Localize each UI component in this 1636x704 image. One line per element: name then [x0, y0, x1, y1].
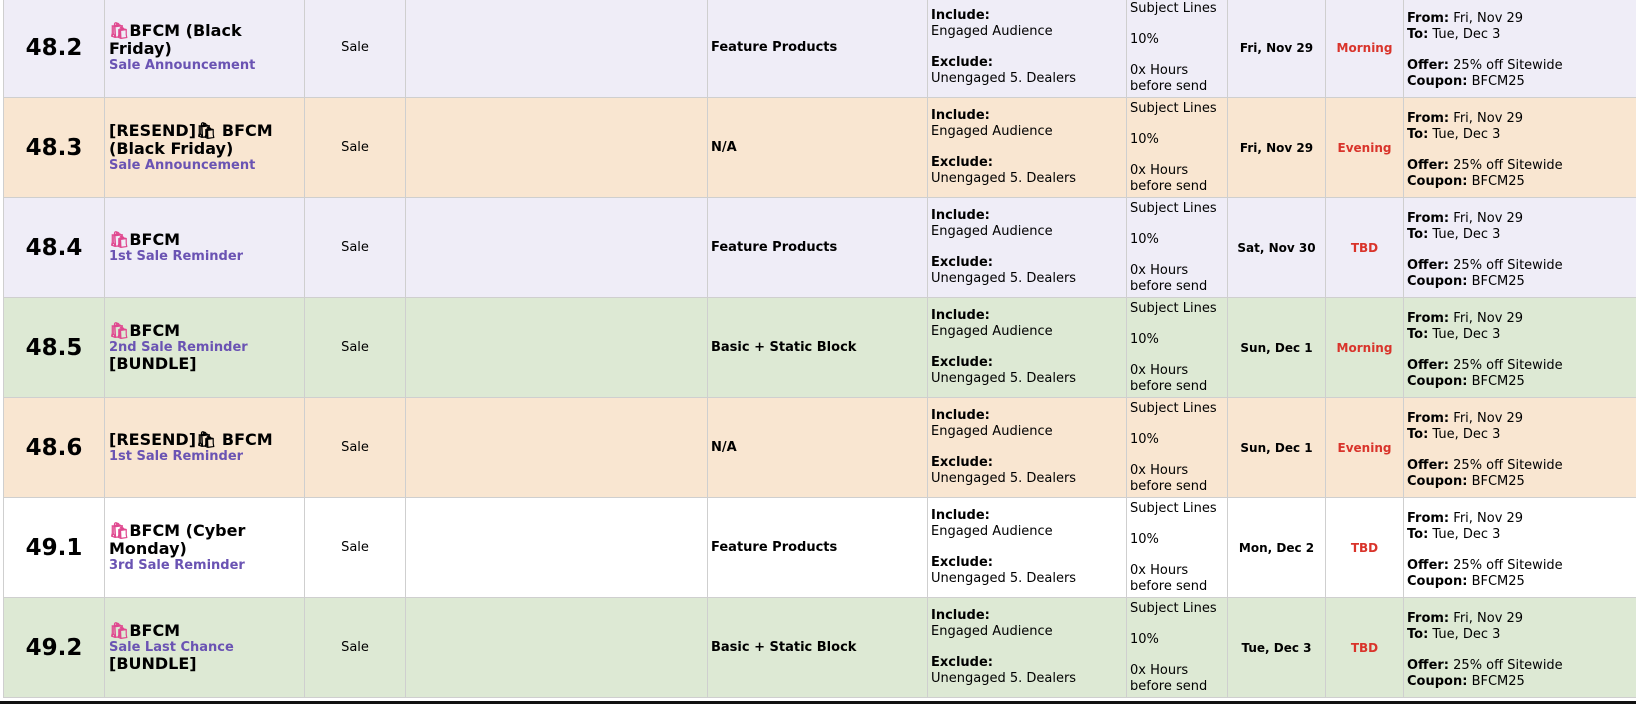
from-label: From:: [1407, 610, 1450, 626]
offer-value: 25% off Sitewide: [1453, 557, 1563, 573]
send-date: Sun, Dec 1: [1240, 340, 1313, 355]
coupon-label: Coupon:: [1407, 273, 1468, 289]
offer-label: Offer:: [1407, 57, 1450, 73]
to-label: To:: [1407, 426, 1429, 442]
notes-cell[interactable]: [406, 0, 708, 98]
campaign-type-cell[interactable]: [305, 98, 406, 198]
offer-cell[interactable]: [1404, 398, 1636, 498]
from-date: Fri, Nov 29: [1453, 310, 1524, 326]
test-name: Subject Lines: [1130, 0, 1217, 16]
campaign-title-text: [RESEND]🛍 BFCM: [109, 430, 273, 449]
shopping-bag-icon: 🛍: [109, 321, 130, 340]
campaign-type-cell[interactable]: [305, 598, 406, 698]
table-row: [4, 298, 1636, 398]
exclude-value: Unengaged 5. Dealers: [931, 671, 1077, 686]
to-label: To:: [1407, 226, 1429, 242]
to-date: Tue, Dec 3: [1432, 26, 1501, 42]
campaign-title-text: BFCM: [129, 230, 181, 249]
coupon-code: BFCM25: [1471, 273, 1525, 289]
from-date: Fri, Nov 29: [1453, 510, 1524, 526]
campaign-title-text: BFCM (Cyber Monday): [109, 521, 246, 558]
send-time: Morning: [1336, 340, 1393, 355]
test-hours: 0x Hours before send: [1130, 562, 1208, 594]
campaign-title-cell[interactable]: [105, 498, 305, 598]
campaign-subtitle: 2nd Sale Reminder: [109, 340, 248, 355]
exclude-value: Unengaged 5. Dealers: [931, 471, 1077, 486]
campaign-number-cell[interactable]: [4, 298, 105, 398]
template-cell[interactable]: [708, 598, 928, 698]
table-row: [4, 198, 1636, 298]
table-row: [4, 398, 1636, 498]
exclude-value: Unengaged 5. Dealers: [931, 171, 1077, 186]
to-label: To:: [1407, 126, 1429, 142]
notes-cell[interactable]: [406, 98, 708, 198]
ab-test-cell[interactable]: [1127, 98, 1228, 198]
template-name: N/A: [711, 140, 737, 155]
campaign-title-cell[interactable]: [105, 98, 305, 198]
include-value: Engaged Audience: [931, 324, 1053, 339]
campaign-subtitle: Sale Announcement: [109, 58, 256, 73]
test-name: Subject Lines: [1130, 100, 1217, 116]
coupon-code: BFCM25: [1471, 173, 1525, 189]
send-date: Sat, Nov 30: [1237, 240, 1316, 255]
campaign-title-text: BFCM: [129, 321, 181, 340]
offer-value: 25% off Sitewide: [1453, 657, 1563, 673]
test-percent: 10%: [1130, 631, 1159, 647]
offer-label: Offer:: [1407, 257, 1450, 273]
test-percent: 10%: [1130, 531, 1159, 547]
campaign-subtitle: 1st Sale Reminder: [109, 249, 244, 264]
from-label: From:: [1407, 410, 1450, 426]
offer-value: 25% off Sitewide: [1453, 357, 1563, 373]
send-date-cell[interactable]: [1228, 0, 1326, 98]
campaign-number-cell[interactable]: [4, 98, 105, 198]
offer-label: Offer:: [1407, 357, 1450, 373]
offer-value: 25% off Sitewide: [1453, 257, 1563, 273]
include-value: Engaged Audience: [931, 124, 1053, 139]
campaign-title-cell[interactable]: [105, 598, 305, 698]
notes-cell[interactable]: [406, 598, 708, 698]
include-label: Include:: [931, 508, 990, 523]
campaign-title-text: [RESEND]🛍 BFCM (Black Friday): [109, 121, 273, 158]
offer-value: 25% off Sitewide: [1453, 157, 1563, 173]
campaign-number: 48.2: [25, 34, 83, 61]
to-date: Tue, Dec 3: [1432, 226, 1501, 242]
include-label: Include:: [931, 208, 990, 223]
to-label: To:: [1407, 326, 1429, 342]
test-name: Subject Lines: [1130, 400, 1217, 416]
campaign-number: 49.1: [25, 534, 83, 561]
coupon-code: BFCM25: [1471, 373, 1525, 389]
to-label: To:: [1407, 626, 1429, 642]
send-date: Fri, Nov 29: [1239, 40, 1314, 55]
to-date: Tue, Dec 3: [1432, 126, 1501, 142]
test-hours: 0x Hours before send: [1130, 462, 1208, 494]
offer-cell[interactable]: [1404, 498, 1636, 598]
campaign-number: 49.2: [25, 634, 83, 661]
test-hours: 0x Hours before send: [1130, 362, 1208, 394]
coupon-code: BFCM25: [1471, 473, 1525, 489]
campaign-title: [109, 431, 300, 449]
campaign-type-cell[interactable]: [305, 0, 406, 98]
to-label: To:: [1407, 526, 1429, 542]
send-date: Sun, Dec 1: [1240, 440, 1313, 455]
to-date: Tue, Dec 3: [1432, 526, 1501, 542]
test-percent: 10%: [1130, 331, 1159, 347]
campaign-type-cell[interactable]: [305, 398, 406, 498]
coupon-label: Coupon:: [1407, 73, 1468, 89]
campaign-type: Sale: [341, 140, 369, 155]
send-time-cell[interactable]: [1326, 498, 1404, 598]
notes-cell[interactable]: [406, 398, 708, 498]
campaign-type: Sale: [341, 40, 369, 55]
notes-cell[interactable]: [406, 298, 708, 398]
campaign-number-cell[interactable]: [4, 398, 105, 498]
send-time-cell[interactable]: [1326, 0, 1404, 98]
ab-test-cell[interactable]: [1127, 498, 1228, 598]
campaign-type: Sale: [341, 340, 369, 355]
include-label: Include:: [931, 8, 990, 23]
send-time: Morning: [1336, 40, 1393, 55]
coupon-label: Coupon:: [1407, 573, 1468, 589]
campaign-number: 48.5: [25, 334, 83, 361]
from-date: Fri, Nov 29: [1453, 210, 1524, 226]
to-label: To:: [1407, 26, 1429, 42]
campaign-calendar-grid: [3, 0, 1636, 698]
ab-test-cell[interactable]: [1127, 298, 1228, 398]
campaign-subtitle: Sale Announcement: [109, 158, 256, 173]
offer-label: Offer:: [1407, 457, 1450, 473]
include-label: Include:: [931, 408, 990, 423]
template-name: N/A: [711, 440, 737, 455]
exclude-value: Unengaged 5. Dealers: [931, 571, 1077, 586]
template-cell[interactable]: [708, 298, 928, 398]
campaign-type: Sale: [341, 240, 369, 255]
coupon-label: Coupon:: [1407, 473, 1468, 489]
campaign-number-cell[interactable]: [4, 598, 105, 698]
include-value: Engaged Audience: [931, 224, 1053, 239]
notes-cell[interactable]: [406, 198, 708, 298]
ab-test-cell[interactable]: [1127, 398, 1228, 498]
exclude-label: Exclude:: [931, 255, 994, 270]
to-date: Tue, Dec 3: [1432, 326, 1501, 342]
ab-test-cell[interactable]: [1127, 198, 1228, 298]
include-value: Engaged Audience: [931, 524, 1053, 539]
offer-cell[interactable]: [1404, 198, 1636, 298]
campaign-tag: [BUNDLE]: [109, 354, 197, 373]
from-label: From:: [1407, 10, 1450, 26]
to-date: Tue, Dec 3: [1432, 626, 1501, 642]
campaign-number: 48.6: [25, 434, 83, 461]
campaign-subtitle: 3rd Sale Reminder: [109, 558, 245, 573]
table-row: [4, 98, 1636, 198]
campaign-type: Sale: [341, 440, 369, 455]
send-time: Evening: [1337, 140, 1392, 155]
exclude-label: Exclude:: [931, 55, 994, 70]
audience-cell[interactable]: [928, 0, 1127, 98]
campaign-type-cell[interactable]: [305, 498, 406, 598]
exclude-label: Exclude:: [931, 455, 994, 470]
campaign-title-text: BFCM: [129, 621, 181, 640]
offer-value: 25% off Sitewide: [1453, 457, 1563, 473]
campaign-type: Sale: [341, 540, 369, 555]
send-time: TBD: [1350, 640, 1379, 655]
include-label: Include:: [931, 108, 990, 123]
campaign-title: [109, 231, 300, 249]
send-time: TBD: [1350, 240, 1379, 255]
exclude-value: Unengaged 5. Dealers: [931, 71, 1077, 86]
campaign-title: [109, 322, 300, 340]
audience-cell[interactable]: [928, 98, 1127, 198]
offer-cell[interactable]: [1404, 298, 1636, 398]
coupon-label: Coupon:: [1407, 673, 1468, 689]
include-value: Engaged Audience: [931, 624, 1053, 639]
shopping-bag-icon: 🛍: [109, 521, 130, 540]
send-date-cell[interactable]: [1228, 398, 1326, 498]
campaign-title: [109, 622, 300, 640]
campaign-number: 48.3: [25, 134, 83, 161]
campaign-tag: [BUNDLE]: [109, 654, 197, 673]
coupon-label: Coupon:: [1407, 173, 1468, 189]
exclude-value: Unengaged 5. Dealers: [931, 271, 1077, 286]
campaign-type-cell[interactable]: [305, 298, 406, 398]
template-name: Feature Products: [711, 540, 838, 555]
coupon-code: BFCM25: [1471, 73, 1525, 89]
include-label: Include:: [931, 308, 990, 323]
include-value: Engaged Audience: [931, 424, 1053, 439]
template-name: Basic + Static Block: [711, 640, 857, 655]
send-time-cell[interactable]: [1326, 198, 1404, 298]
campaign-type-cell[interactable]: [305, 198, 406, 298]
campaign-title-cell[interactable]: [105, 198, 305, 298]
template-cell[interactable]: [708, 98, 928, 198]
template-cell[interactable]: [708, 498, 928, 598]
audience-cell[interactable]: [928, 298, 1127, 398]
send-time-cell[interactable]: [1326, 598, 1404, 698]
campaign-title-text: BFCM (Black Friday): [109, 21, 242, 58]
ab-test-cell[interactable]: [1127, 598, 1228, 698]
campaign-title-cell[interactable]: [105, 0, 305, 98]
template-cell[interactable]: [708, 0, 928, 98]
audience-cell[interactable]: [928, 198, 1127, 298]
exclude-label: Exclude:: [931, 355, 994, 370]
campaign-title-cell[interactable]: [105, 398, 305, 498]
send-date-cell[interactable]: [1228, 498, 1326, 598]
send-time-cell[interactable]: [1326, 98, 1404, 198]
campaign-number-cell[interactable]: [4, 198, 105, 298]
to-date: Tue, Dec 3: [1432, 426, 1501, 442]
send-time: TBD: [1350, 540, 1379, 555]
offer-label: Offer:: [1407, 657, 1450, 673]
from-date: Fri, Nov 29: [1453, 10, 1524, 26]
offer-cell[interactable]: [1404, 98, 1636, 198]
test-hours: 0x Hours before send: [1130, 662, 1208, 694]
campaign-type: Sale: [341, 640, 369, 655]
test-name: Subject Lines: [1130, 300, 1217, 316]
test-percent: 10%: [1130, 31, 1159, 47]
from-label: From:: [1407, 510, 1450, 526]
send-date-cell[interactable]: [1228, 98, 1326, 198]
notes-cell[interactable]: [406, 498, 708, 598]
from-label: From:: [1407, 310, 1450, 326]
test-hours: 0x Hours before send: [1130, 262, 1208, 294]
campaign-number: 48.4: [25, 234, 83, 261]
from-label: From:: [1407, 110, 1450, 126]
table-row: [4, 0, 1636, 98]
exclude-label: Exclude:: [931, 655, 994, 670]
coupon-code: BFCM25: [1471, 573, 1525, 589]
from-label: From:: [1407, 210, 1450, 226]
exclude-label: Exclude:: [931, 155, 994, 170]
send-date-cell[interactable]: [1228, 298, 1326, 398]
test-hours: 0x Hours before send: [1130, 162, 1208, 194]
from-date: Fri, Nov 29: [1453, 610, 1524, 626]
from-date: Fri, Nov 29: [1453, 110, 1524, 126]
audience-cell[interactable]: [928, 398, 1127, 498]
send-time-cell[interactable]: [1326, 398, 1404, 498]
send-date-cell[interactable]: [1228, 198, 1326, 298]
shopping-bag-icon: 🛍: [109, 621, 130, 640]
coupon-label: Coupon:: [1407, 373, 1468, 389]
template-cell[interactable]: [708, 198, 928, 298]
campaign-subtitle: 1st Sale Reminder: [109, 449, 244, 464]
offer-label: Offer:: [1407, 557, 1450, 573]
campaign-title: [109, 522, 300, 558]
offer-label: Offer:: [1407, 157, 1450, 173]
shopping-bag-icon: 🛍: [109, 21, 130, 40]
include-value: Engaged Audience: [931, 24, 1053, 39]
offer-cell[interactable]: [1404, 0, 1636, 98]
offer-value: 25% off Sitewide: [1453, 57, 1563, 73]
test-hours: 0x Hours before send: [1130, 62, 1208, 94]
template-name: Feature Products: [711, 240, 838, 255]
audience-cell[interactable]: [928, 498, 1127, 598]
test-name: Subject Lines: [1130, 600, 1217, 616]
test-percent: 10%: [1130, 431, 1159, 447]
campaign-number-cell[interactable]: [4, 0, 105, 98]
campaign-title: [109, 122, 300, 158]
send-date: Fri, Nov 29: [1239, 140, 1314, 155]
test-name: Subject Lines: [1130, 500, 1217, 516]
campaign-number-cell[interactable]: [4, 498, 105, 598]
template-cell[interactable]: [708, 398, 928, 498]
template-name: Basic + Static Block: [711, 340, 857, 355]
offer-cell[interactable]: [1404, 598, 1636, 698]
table-row: [4, 498, 1636, 598]
ab-test-cell[interactable]: [1127, 0, 1228, 98]
exclude-label: Exclude:: [931, 555, 994, 570]
campaign-title-cell[interactable]: [105, 298, 305, 398]
send-date: Tue, Dec 3: [1241, 640, 1312, 655]
send-date-cell[interactable]: [1228, 598, 1326, 698]
test-name: Subject Lines: [1130, 200, 1217, 216]
exclude-value: Unengaged 5. Dealers: [931, 371, 1077, 386]
send-time-cell[interactable]: [1326, 298, 1404, 398]
coupon-code: BFCM25: [1471, 673, 1525, 689]
table-row: [4, 598, 1636, 698]
audience-cell[interactable]: [928, 598, 1127, 698]
test-percent: 10%: [1130, 131, 1159, 147]
send-date: Mon, Dec 2: [1238, 540, 1315, 555]
from-date: Fri, Nov 29: [1453, 410, 1524, 426]
campaign-subtitle: Sale Last Chance: [109, 640, 234, 655]
include-label: Include:: [931, 608, 990, 623]
shopping-bag-icon: 🛍: [109, 230, 130, 249]
test-percent: 10%: [1130, 231, 1159, 247]
template-name: Feature Products: [711, 40, 838, 55]
send-time: Evening: [1337, 440, 1392, 455]
campaign-title: [109, 22, 300, 58]
